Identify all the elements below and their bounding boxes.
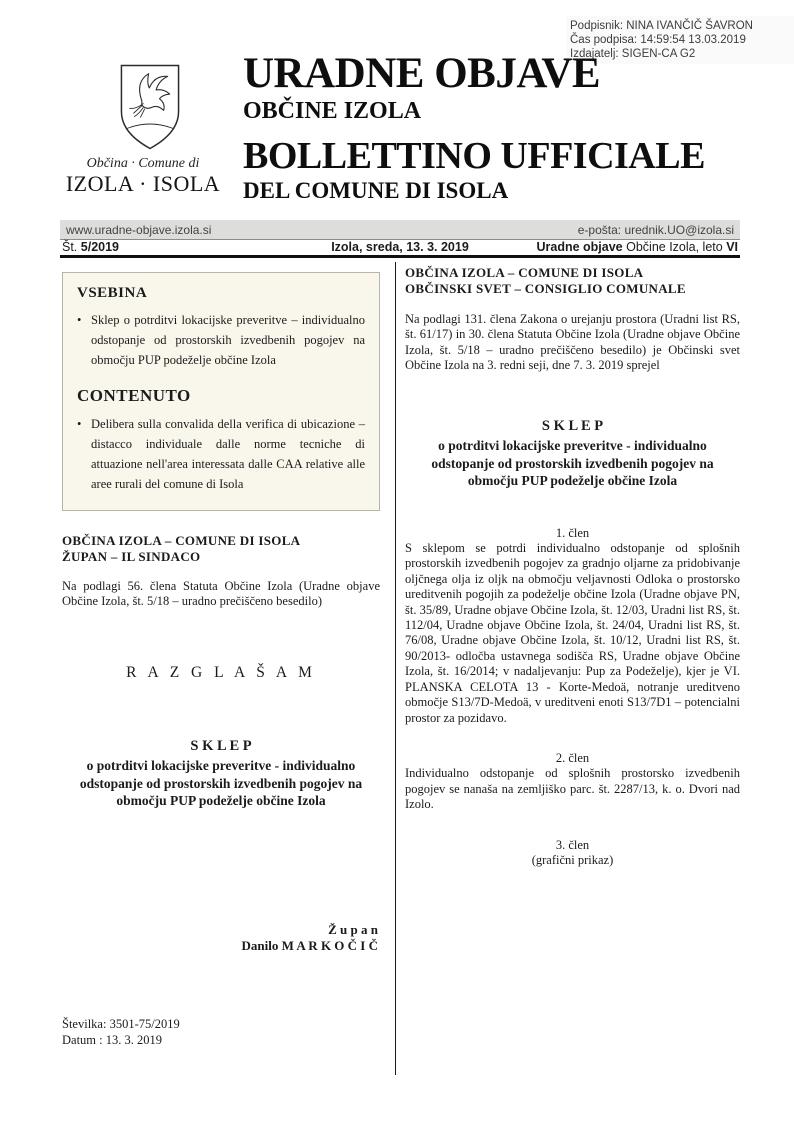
right-decree-title-block: S K L E P o potrditvi lokacijske preveritve - individualno odstopanje od prostorskih izvedbenih pogojev na območju PUP podeželje občine Izola (431, 417, 714, 489)
title-italian-main: BOLLETTINO UFFICIALE (243, 135, 705, 177)
right-legal-basis: Na podlagi 131. člena Zakona o urejanju prostora (Uradni list RS, št. 61/17) in 30. člena Statuta Občine Izola (Uradne objave Občine Izola, št. 5/18 – uradno prečiščeno besedilo) je Občinski svet Občine Izola na 3. redni seji, dne 7. 3. 2019 sprejel (405, 312, 740, 373)
municipality-name-line2: IZOLA · ISOLA (65, 171, 221, 196)
masthead-titles (243, 52, 743, 204)
column-divider (395, 262, 396, 1075)
left-issuing-authority: OBČINA IZOLA – COMUNE DI ISOLA ŽUPAN – IL SINDACO (62, 533, 301, 564)
left-legal-basis: Na podlagi 56. člena Statuta Občine Izola (Uradne objave Občine Izola, št. 5/18 – uradno prečiščeno besedilo) (62, 579, 380, 609)
reference-date: Datum : 13. 3. 2019 (62, 1033, 162, 1048)
municipality-name-line1: Občina · Comune di (86, 156, 200, 171)
title-slovenian-main: URADNE OBJAVE (243, 50, 601, 97)
signature-issuer: Izdajatelj: SIGEN-CA G2 (570, 48, 696, 60)
toc-title-slovenian: VSEBINA (77, 285, 148, 301)
right-issuing-authority: OBČINA IZOLA – COMUNE DI ISOLA OBČINSKI SVET – CONSIGLIO COMUNALE (405, 265, 686, 296)
right-column (405, 262, 740, 868)
issue-date: Izola, sreda, 13. 3. 2019 (331, 240, 469, 254)
signoff-role: Ž u p a n (328, 921, 378, 937)
issue-edition: Uradne objave Občine Izola, leto VI (536, 240, 738, 254)
reference-number: Številka: 3501-75/2019 (62, 1016, 180, 1031)
bullet-icon: • (77, 313, 82, 327)
contact-bar (60, 220, 740, 240)
toc-item-slovenian: • Sklep o potrditvi lokacijske preveritve – individualno odstopanje od prostorskih izvedbenih pogojev na območju PUP podeželje občine Izola (77, 310, 365, 370)
left-decree-title-block: S K L E P o potrditvi lokacijske preveritve - individualno odstopanje od prostorskih izvedbenih pogojev na območju PUP podeželje občine Izola (79, 737, 363, 809)
title-slovenian-sub: OBČINE IZOLA (243, 98, 422, 124)
article-2-heading: 2. člen (555, 750, 590, 765)
coat-of-arms-icon (116, 62, 184, 152)
issue-number: Št. 5/2019 (62, 240, 119, 254)
signature-signer: Podpisnik: NINA IVANČIČ ŠAVRON (570, 20, 753, 32)
municipality-name (48, 155, 238, 196)
toc-title-italian: CONTENUTO (77, 386, 191, 405)
article-1-body: S sklepom se potrdi individualno odstopanje od splošnih prostorskih izvedbenih pogojev za gradnjo oljarne za pridobivanje oljčnega olja iz oljk na območju veljavnosti Odloka o prostorsko ureditvenih pogojih za podeželje občine Izola (Uradne objave PN, št. 35/89, Uradne objave Občine Izola, št. 12/03, Uradni list RS, št. 112/04, Uradne objave Občine Izola, št. 24/04, Uradni list RS, št. 76/08, Uradne objave Občine Izola, št. 10/12, Uradni list RS, št. 90/2013- odločba ustavnega sodišča RS, Uradne objave Občine Izola, št. 16/2014; v nadaljevanju: Pup za Podeželje), kjer je VI. PLANSKA CELOTA 13 - Korte-Medoä, notranje ureditveno območje S13/7D-Medoä, v ureditveni enoti S13/7D1 – potencialni prostor za pozidavo. (405, 541, 740, 725)
table-of-contents-box (62, 272, 380, 511)
toc-item-italian: • Delibera sulla convalida della verifica di ubicazione – distacco individuale dalle norme tecniche di attuazione nell'area interessata dalle CAA relative alle aree rurali del comune di Isola (77, 414, 365, 494)
article-2-body: Individualno odstopanje od splošnih prostorsko izvedbenih pogojev se nanaša na zemljiško parc. št. 2287/13, k. o. Dvori nad Izolo. (405, 766, 740, 812)
reference-block (62, 1016, 380, 1049)
email-address: e-pošta: urednik.UO@izola.si (577, 222, 734, 237)
website-url: www.uradne-objave.izola.si (66, 222, 212, 237)
issue-bar (60, 241, 740, 258)
document-body (60, 262, 740, 1075)
proclamation-heading: R A Z G L A Š A M (126, 663, 316, 681)
left-column (62, 262, 380, 1049)
title-italian-sub: DEL COMUNE DI ISOLA (243, 178, 509, 203)
article-1-heading: 1. člen (555, 525, 590, 540)
article-3-heading: 3. člen (555, 837, 590, 852)
bullet-icon: • (77, 417, 82, 431)
signature-time: Čas podpisa: 14:59:54 13.03.2019 (570, 34, 746, 46)
article-3-body: (grafični prikaz) (531, 852, 614, 867)
signoff-block (62, 922, 380, 954)
signoff-name: Danilo M A R K O Č I Č (241, 937, 378, 953)
